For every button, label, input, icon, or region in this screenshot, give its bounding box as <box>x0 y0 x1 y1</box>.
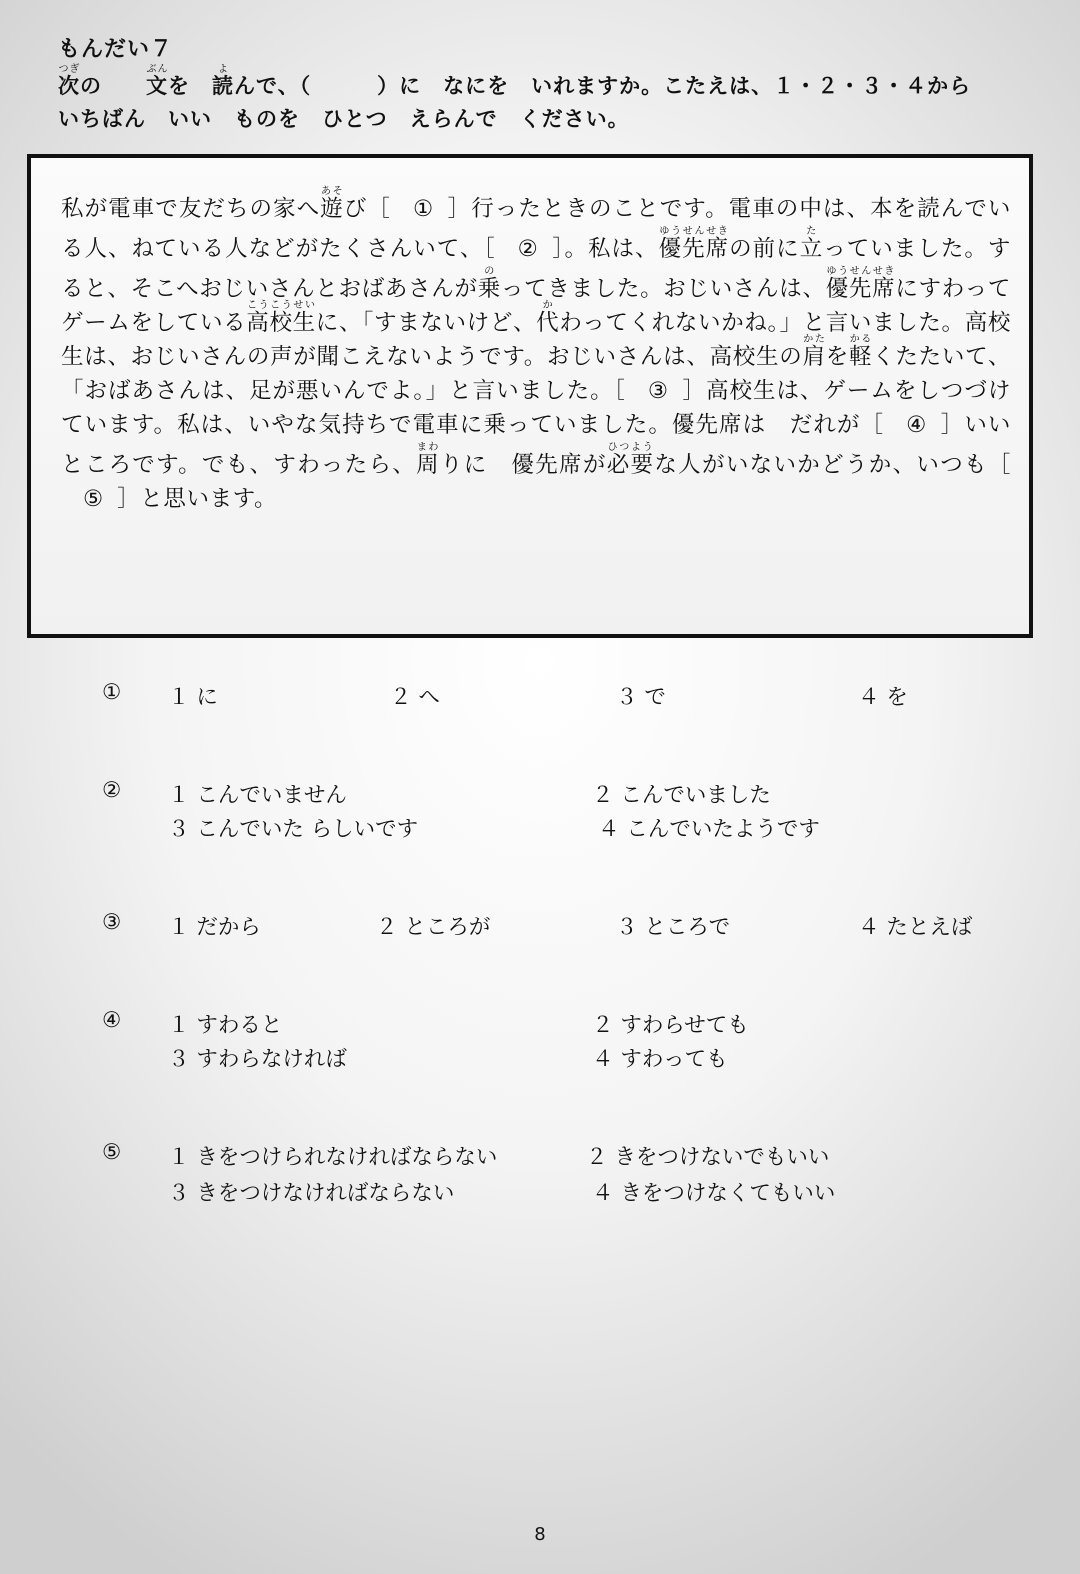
question-number: ③ <box>102 910 122 935</box>
choice-option[interactable]: ３ すわらなければ <box>168 1047 347 1072</box>
choice-option[interactable]: ４ こんでいたようです <box>598 817 820 842</box>
blank-1[interactable]: ① <box>412 196 434 222</box>
question-number: ② <box>102 778 122 803</box>
choice-option[interactable]: １ だから <box>168 915 261 940</box>
choice-option[interactable]: ４ を <box>858 685 908 710</box>
choice-option[interactable]: ２ すわらせても <box>592 1013 749 1038</box>
question-number: ① <box>102 680 122 705</box>
reading-passage <box>61 186 1011 516</box>
ruby-word: 文ぶん <box>146 64 168 98</box>
choice-option[interactable]: ３ ところで <box>616 915 731 940</box>
question-4 <box>102 1008 1022 1108</box>
choice-option[interactable]: ３ で <box>616 685 666 710</box>
choice-option[interactable]: ２ きをつけないでもいい <box>586 1145 830 1170</box>
instructions-header <box>58 36 1018 134</box>
question-2 <box>102 778 1022 878</box>
choice-option[interactable]: １ に <box>168 685 218 710</box>
instruction-line-1: 次つぎの 文ぶんを 読よんで、（ ）に なにを いれますか。こたえは、１・２・３・４から <box>58 64 972 98</box>
choice-option[interactable]: ２ こんでいました <box>592 783 771 808</box>
passage-text: 私が電車で友だちの家へ遊あそび［ ① ］行ったときのことです。電車の中は、本を読んでいる人、ねている人などがたくさんいて、［ ② ］。私は、優先席ゆうせんせきの前に立たっていました。すると、そこへおじいさんとおばあさんが乗のってきました。おじいさんは、優先席ゆうせんせきにすわってゲームをしている高校生こうこうせいに、「すまないけど、代かわってくれないかね。」と言いました。高校生は、おじいさんの声が聞こえないようです。おじいさんは、高校生の肩かたを軽かるくたたいて、「おばあさんは、足が悪いんでよ。」と言いました。［ ③ ］高校生は、ゲームをしつづけています。私は、いやな気持ちで電車に乗っていました。優先席は だれが［ ④ ］いいところです。でも、すわったら、周まわりに 優先席が必要ひつような人がいないかどうか、いつも［⑤ ］と思います。 <box>61 186 1011 516</box>
choice-option[interactable]: １ こんでいません <box>168 783 347 808</box>
choice-option[interactable]: １ すわると <box>168 1013 283 1038</box>
choice-option[interactable]: ３ きをつけなければならない <box>168 1181 455 1206</box>
problem-title: もんだい７ <box>58 37 174 62</box>
choice-option[interactable]: ４ たとえば <box>858 915 973 940</box>
choice-option[interactable]: ４ きをつけなくてもいい <box>592 1181 836 1206</box>
choice-option[interactable]: ３ こんでいた らしいです <box>168 817 419 842</box>
choice-option[interactable]: １ きをつけられなければならない <box>168 1145 498 1170</box>
blank-3[interactable]: ③ <box>647 378 669 404</box>
choice-option[interactable]: ４ すわっても <box>592 1047 728 1072</box>
question-number: ⑤ <box>102 1140 122 1165</box>
question-number: ④ <box>102 1008 122 1033</box>
blank-5[interactable]: ⑤ <box>83 486 104 512</box>
reading-passage-box <box>27 154 1033 638</box>
ruby-word: 次つぎ <box>58 64 80 98</box>
choice-option[interactable]: ２ ところが <box>376 915 491 940</box>
blank-4[interactable]: ④ <box>906 412 927 438</box>
instruction-line-2: いちばん いい ものを ひとつ えらんで ください。 <box>58 107 630 131</box>
question-5 <box>102 1140 1022 1240</box>
blank-2[interactable]: ② <box>517 236 538 262</box>
question-3 <box>102 910 1022 1010</box>
question-1 <box>102 680 1022 780</box>
ruby-word: 読よ <box>212 64 234 98</box>
choice-option[interactable]: ２ へ <box>390 685 440 710</box>
page-number: 8 <box>534 1524 546 1545</box>
